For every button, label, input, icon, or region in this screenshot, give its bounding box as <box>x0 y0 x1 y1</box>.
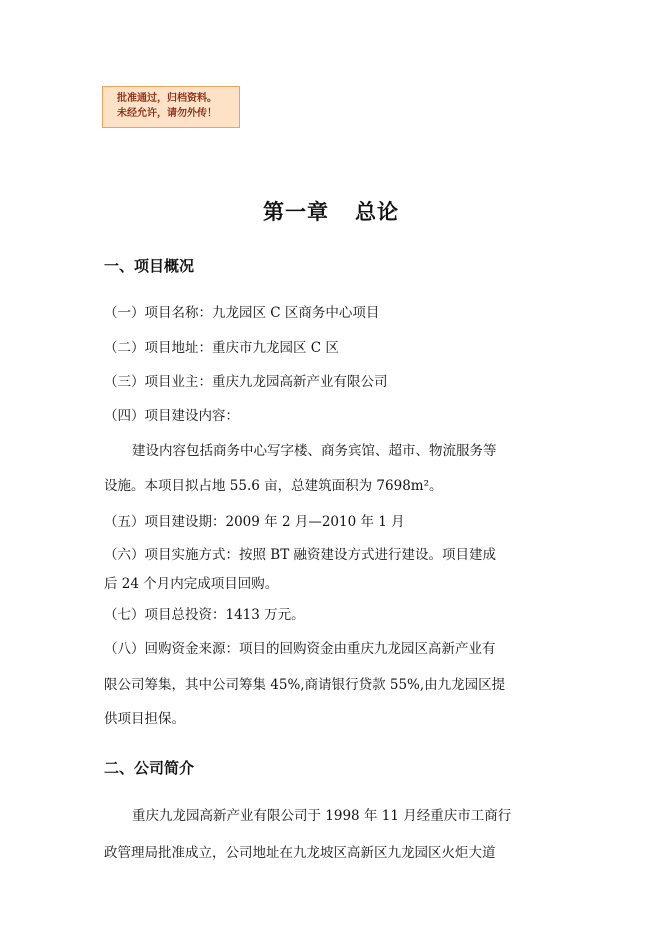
notice-line-1: 批准通过，归档资料。 <box>117 93 217 104</box>
total-investment-line: （七）项目总投资：1413 万元。 <box>104 607 305 623</box>
implementation-method-line-2: 后 24 个月内完成项目回购。 <box>104 576 279 592</box>
chapter-number: 第一章 <box>263 200 329 224</box>
chapter-title <box>0 196 662 226</box>
construction-content-line-2: 设施。本项目拟占地 55.6 亩，总建筑面积为 7698m²。 <box>104 478 443 494</box>
section-heading-overview: 一、项目概况 <box>104 257 195 275</box>
notice-line-2: 未经允许，请勿外传！ <box>117 108 217 119</box>
section-heading-company: 二、公司简介 <box>104 759 195 777</box>
construction-content-line-1: 建设内容包括商务中心写字楼、商务宾馆、超市、物流服务等 <box>132 443 497 459</box>
chapter-name: 总论 <box>355 200 399 224</box>
implementation-method-line-1: （六）项目实施方式：按照 BT 融资建设方式进行建设。项目建成 <box>104 547 497 563</box>
construction-period-line: （五）项目建设期：2009 年 2 月—2010 年 1 月 <box>104 514 405 530</box>
construction-content-label: （四）项目建设内容： <box>104 408 239 424</box>
buyback-fund-line-3: 供项目担保。 <box>104 711 185 727</box>
project-name-line: （一）项目名称：九龙园区 C 区商务中心项目 <box>104 305 380 321</box>
buyback-fund-line-1: （八）回购资金来源：项目的回购资金由重庆九龙园区高新产业有 <box>104 641 496 657</box>
buyback-fund-line-2: 限公司筹集，其中公司筹集 45%,商请银行贷款 55%,由九龙园区提 <box>104 677 506 693</box>
company-intro-line-2: 政管理局批准成立，公司地址在九龙坡区高新区九龙园区火炬大道 <box>104 845 496 861</box>
company-intro-line-1: 重庆九龙园高新产业有限公司于 1998 年 11 月经重庆市工商行 <box>132 808 512 824</box>
approval-notice-stamp <box>102 86 240 128</box>
project-owner-line: （三）项目业主：重庆九龙园高新产业有限公司 <box>104 374 388 390</box>
project-address-line: （二）项目地址：重庆市九龙园区 C 区 <box>104 340 339 356</box>
